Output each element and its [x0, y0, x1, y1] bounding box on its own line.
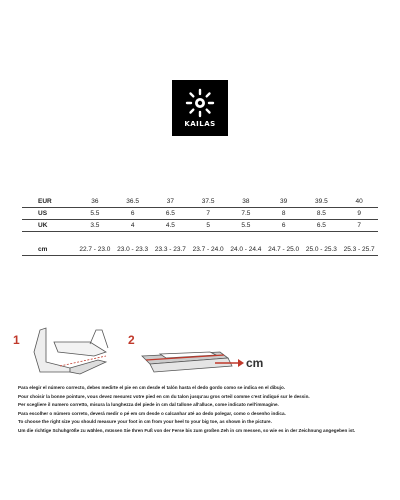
table-spacer — [22, 232, 378, 245]
step-1-number: 1 — [13, 333, 20, 347]
instruction-fr: Pour choisir la bonne pointure, vous devez mesurez votre pied en cm du talon jusqu'au gros orteil comme c'est indiqué sur le dessin. — [18, 393, 310, 399]
step-1-drawing — [34, 328, 108, 374]
size-cell: 6 — [114, 208, 152, 220]
instructions — [18, 384, 388, 436]
size-cell: 25.3 - 25.7 — [340, 244, 378, 256]
step-2-drawing — [142, 352, 232, 372]
size-cell: 8.5 — [303, 208, 341, 220]
size-row-eur — [22, 196, 378, 208]
row-label: US — [22, 208, 76, 220]
size-cell: 6.5 — [303, 220, 341, 232]
size-cell: 5.5 — [76, 208, 114, 220]
size-cell: 7 — [340, 220, 378, 232]
size-cell: 37 — [152, 196, 190, 208]
size-cell: 6 — [265, 220, 303, 232]
size-row-uk — [22, 220, 378, 232]
size-cell: 6.5 — [152, 208, 190, 220]
size-cell: 40 — [340, 196, 378, 208]
size-cell: 25.0 - 25.3 — [303, 244, 341, 256]
size-cell: 36 — [76, 196, 114, 208]
size-cell: 5.5 — [227, 220, 265, 232]
size-table — [22, 196, 378, 256]
size-cell: 24.7 - 25.0 — [265, 244, 303, 256]
size-cell: 24.0 - 24.4 — [227, 244, 265, 256]
size-cell: 23.0 - 23.3 — [114, 244, 152, 256]
instruction-en: To choose the right size you should measure your foot in cm from your heel to your big toe, as shown in the picture. — [18, 419, 272, 425]
size-cell: 5 — [189, 220, 227, 232]
instruction-es: Para elegir el número correcto, debes medirte el pie en cm desde el talón hasta el dedo gordo como se indica en el dibujo. — [18, 385, 286, 390]
size-cell: 39.5 — [303, 196, 341, 208]
row-label: UK — [22, 220, 76, 232]
instruction-it: Per scegliere il numero corretto, misura la lunghezza del piede in cm dal tallone all'alluce, come indicato nell'immagine. — [18, 402, 279, 408]
size-cell: 4 — [114, 220, 152, 232]
row-label: EUR — [22, 196, 76, 208]
unit-label: cm — [246, 356, 264, 370]
size-cell: 3.5 — [76, 220, 114, 232]
step-2-number: 2 — [128, 333, 135, 347]
size-cell: 22.7 - 23.0 — [76, 244, 114, 256]
kailas-logo — [172, 80, 228, 136]
size-cell: 37.5 — [189, 196, 227, 208]
brand-name: KAILAS — [184, 120, 216, 128]
size-cell: 7.5 — [227, 208, 265, 220]
size-cell: 23.7 - 24.0 — [189, 244, 227, 256]
size-row-cm — [22, 244, 378, 256]
instruction-pt: Para escolher o número correto, deverá medir o pé em cm desde o calcanhar até ao dedo polegar, como o desenho indica. — [18, 410, 286, 416]
spacer-cell — [22, 232, 378, 245]
size-cell: 39 — [265, 196, 303, 208]
size-cell: 7 — [189, 208, 227, 220]
foot-measure-illustration — [10, 322, 390, 378]
size-cell: 9 — [340, 208, 378, 220]
size-cell: 4.5 — [152, 220, 190, 232]
instruction-de: Um die richtige Schuhgröße zu wählen, müssen Sie Ihren Fuß von der Ferse bis zum großen Zeh in cm messen, so wie es in der Zeichnung angegeben ist. — [18, 427, 356, 433]
row-label: cm — [22, 244, 76, 256]
size-row-us — [22, 208, 378, 220]
size-cell: 23.3 - 23.7 — [152, 244, 190, 256]
size-cell: 8 — [265, 208, 303, 220]
size-cell: 36.5 — [114, 196, 152, 208]
sun-figure-icon — [185, 88, 215, 118]
size-cell: 38 — [227, 196, 265, 208]
